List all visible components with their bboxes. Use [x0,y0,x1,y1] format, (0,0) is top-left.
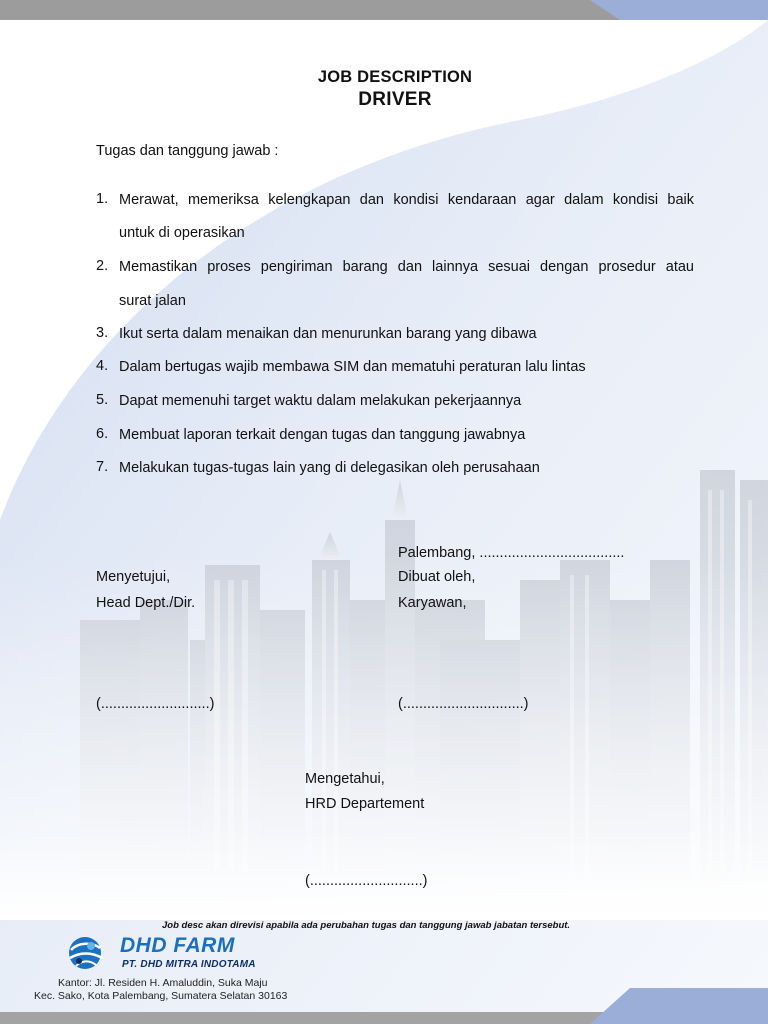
company-brand: DHD FARM [120,934,235,957]
creator-label: Dibuat oleh, [398,569,476,585]
list-item-text: Ikut serta dalam menaikan dan menurunkan barang yang dibawa [119,326,537,342]
list-item-number: 3. [96,325,109,341]
creator-signature-blank: (..............................) [398,696,529,712]
list-item-number: 2. [96,258,109,274]
approver-label: Menyetujui, [96,569,171,585]
acknowledger-label: Mengetahui, [305,771,385,787]
list-item-text: Membuat laporan terkait dengan tugas dan tanggung jawabnya [119,427,526,443]
acknowledger-signature-blank: (............................) [305,873,428,889]
approver-role: Head Dept./Dir. [96,595,196,611]
creator-role: Karyawan, [398,595,467,611]
list-item-text: Merawat, memeriksa kelengkapan dan kondisi kendaraan agar dalam kondisi baik [119,192,694,208]
list-item-number: 1. [96,191,109,207]
address-line-2: Kec. Sako, Kota Palembang, Sumatera Selatan 30163 [34,990,288,1002]
list-item-text-continued: untuk di operasikan [119,225,245,241]
list-item-text: Memastikan proses pengiriman barang dan lainnya sesuai dengan prosedur atau [119,259,694,275]
document-subtitle: DRIVER [358,89,432,110]
list-item-number: 5. [96,392,109,408]
list-item-text: Dalam bertugas wajib membawa SIM dan mematuhi peraturan lalu lintas [119,359,586,375]
place-date-field: Palembang, .................................... [398,545,625,561]
revision-note: Job desc akan direvisi apabila ada perubahan tugas dan tanggung jawab jabatan tersebut. [162,920,571,931]
list-item-number: 7. [96,459,109,475]
globe-logo-icon [66,934,106,972]
list-item-number: 6. [96,426,109,442]
acknowledger-role: HRD Departement [305,796,425,812]
address-line-1: Kantor: Jl. Residen H. Amaluddin, Suka Maju [58,977,268,989]
company-name: PT. DHD MITRA INDOTAMA [122,959,256,970]
list-item-number: 4. [96,358,109,374]
list-item-text: Dapat memenuhi target waktu dalam melakukan pekerjaannya [119,393,522,409]
document-title: JOB DESCRIPTION [317,68,473,86]
list-item-text-continued: surat jalan [119,293,186,309]
approver-signature-blank: (...........................) [96,696,215,712]
intro-text: Tugas dan tanggung jawab : [96,143,279,159]
list-item-text: Melakukan tugas-tugas lain yang di delegasikan oleh perusahaan [119,460,540,476]
